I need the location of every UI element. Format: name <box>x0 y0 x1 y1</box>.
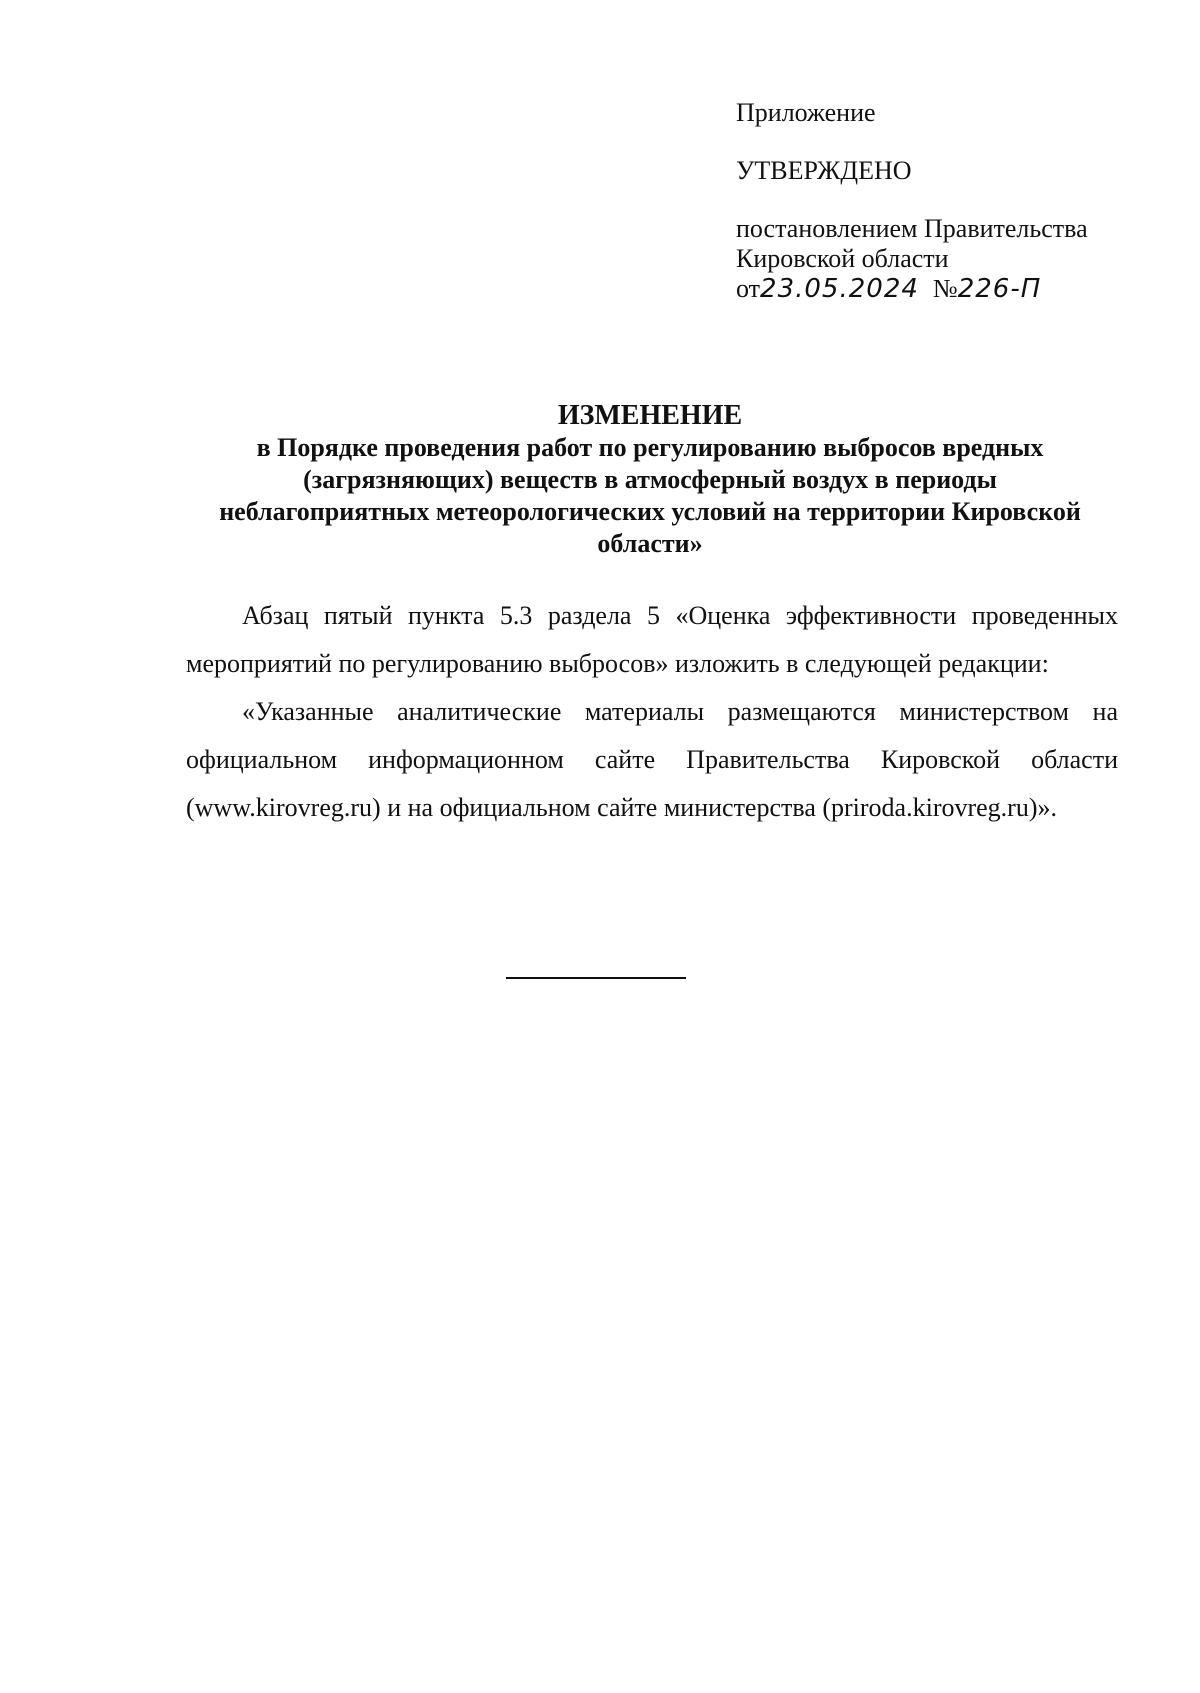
number-prefix: № <box>932 274 958 303</box>
title-line-4: области» <box>597 529 703 558</box>
body-paragraph-2: «Указанные аналитические материалы размещаются министерством на официальном информационном сайте Правительства Кировской области (www.kirovreg.ru) и на официальном сайте министерства (priroda.kirovreg.ru)». <box>186 697 1118 822</box>
handwritten-number: 226-П <box>957 274 1042 304</box>
approved-label: УТВЕРЖДЕНО <box>736 156 912 185</box>
title-heading: ИЗМЕНЕНИЕ <box>557 400 743 431</box>
decree-date-line <box>736 274 1156 304</box>
annex-label: Приложение <box>736 98 876 127</box>
body-paragraph-1: Абзац пятый пункта 5.3 раздела 5 «Оценка эффективности проведенных мероприятий по регулированию выбросов» изложить в следующей редакции: <box>186 601 1118 678</box>
title-line-2: (загрязняющих) веществ в атмосферный воздух в периоды <box>303 465 997 494</box>
title-line-3: неблагоприятных метеорологических условий на территории Кировской <box>219 497 1081 526</box>
handwritten-date: 23.05.2024 <box>760 274 919 304</box>
decree-line-1: постановлением Правительства <box>736 214 1088 243</box>
document-body <box>186 592 1118 832</box>
approval-stamp <box>736 98 1156 304</box>
closing-divider <box>506 977 686 979</box>
date-prefix: от <box>736 274 761 303</box>
decree-line-2: Кировской области <box>736 244 949 273</box>
title-line-1: в Порядке проведения работ по регулированию выбросов вредных <box>256 433 1044 462</box>
document-title <box>180 400 1120 560</box>
